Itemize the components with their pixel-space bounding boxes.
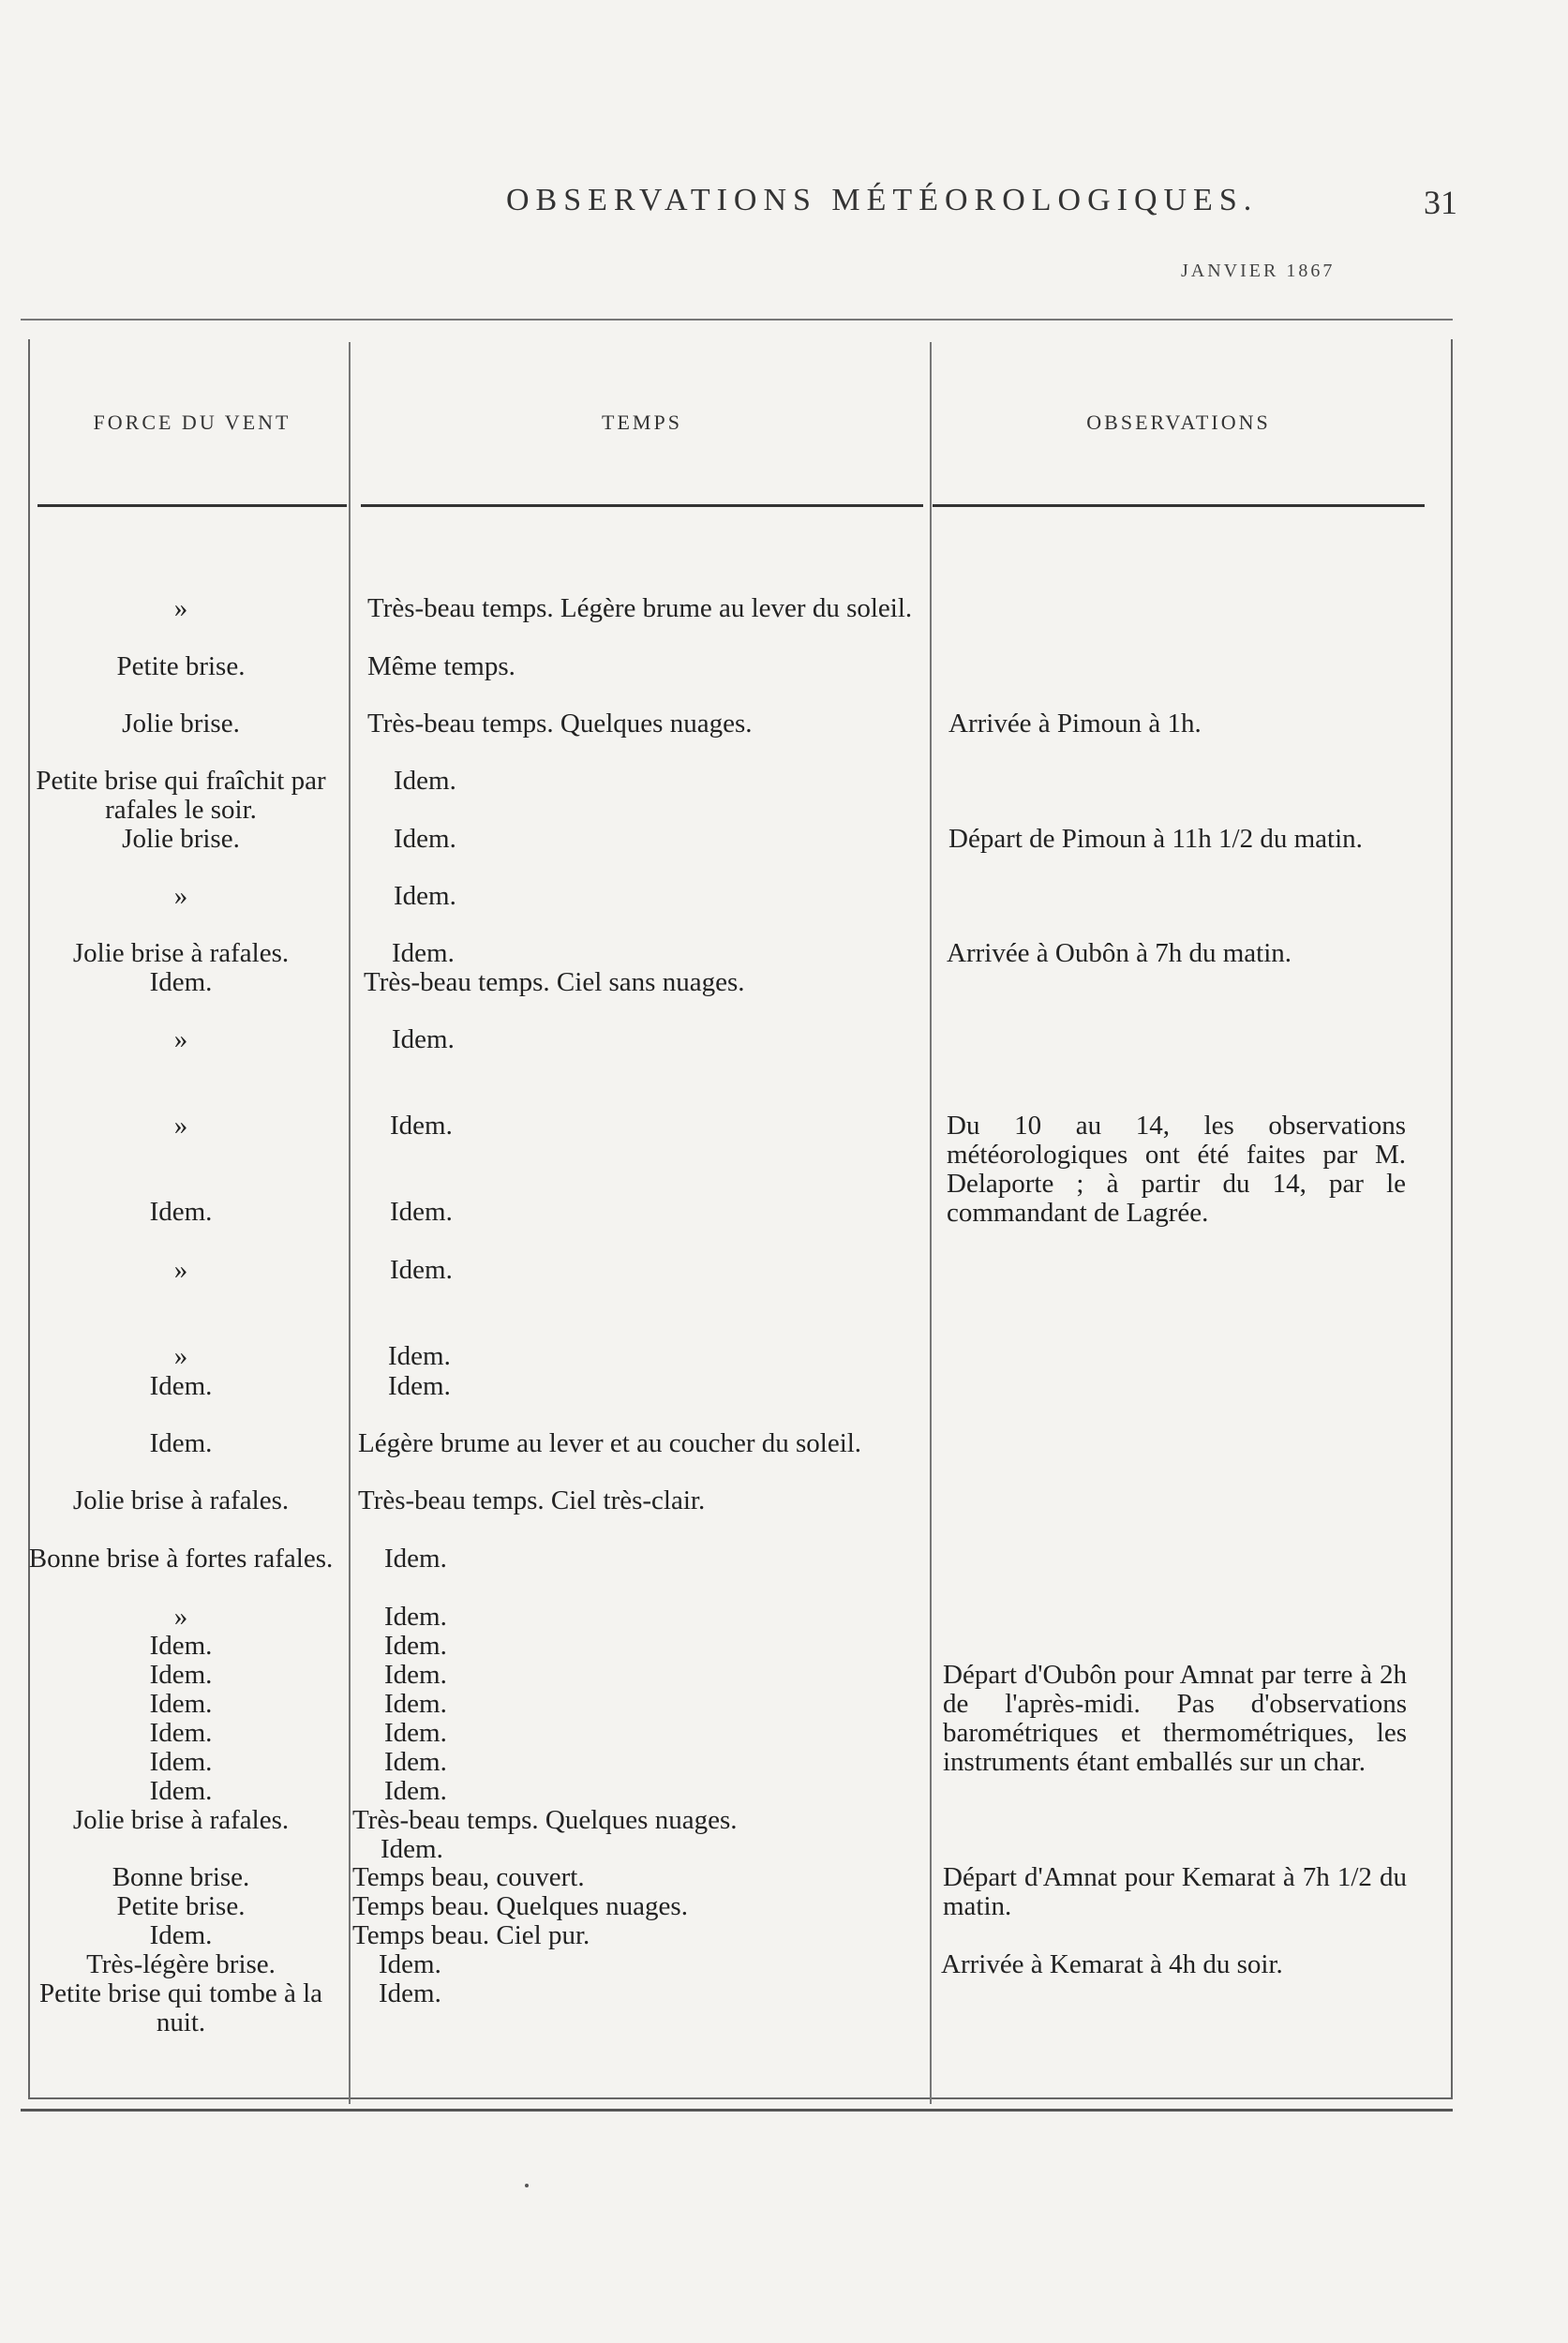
header-rule: [37, 504, 347, 507]
temps-cell: Idem.: [384, 1660, 447, 1690]
force-cell: Petite brise qui tombe à la nuit.: [38, 1978, 322, 2037]
temps-cell: Idem.: [384, 1689, 447, 1719]
temps-cell: Idem.: [379, 1949, 441, 1979]
temps-cell: Idem.: [384, 1776, 447, 1806]
force-cell: Jolie brise.: [122, 824, 240, 854]
observation-cell: Arrivée à Pimoun à 1h.: [948, 709, 1202, 739]
force-cell: Petite brise qui fraîchit par rafales le soir.: [36, 766, 326, 825]
force-cell: Idem.: [149, 1776, 213, 1806]
temps-cell: Temps beau. Quelques nuages.: [352, 1891, 688, 1921]
force-cell: Idem.: [149, 1920, 213, 1950]
observation-cell: Départ d'Amnat pour Kemarat à 7h 1/2 du matin.: [943, 1862, 1407, 1921]
column-header-force: FORCE DU VENT: [93, 410, 291, 434]
temps-cell: Très-beau temps. Ciel très-clair.: [358, 1485, 706, 1515]
temps-cell: Idem.: [379, 1978, 441, 2008]
temps-cell: Très-beau temps. Quelques nuages.: [367, 709, 753, 739]
force-cell: »: [173, 1341, 188, 1371]
temps-cell: Idem.: [394, 824, 456, 854]
temps-cell: Idem.: [390, 1111, 453, 1141]
temps-cell: Idem.: [388, 1341, 451, 1371]
temps-cell: Très-beau temps. Légère brume au lever du soleil.: [367, 593, 913, 623]
page-number: 31: [1424, 184, 1457, 221]
column-header-temps: TEMPS: [602, 410, 682, 434]
force-cell: Petite brise.: [116, 651, 246, 681]
force-cell: Très-légère brise.: [86, 1949, 276, 1979]
force-cell: »: [173, 881, 188, 911]
observation-cell: Départ d'Oubôn pour Amnat par terre à 2h de l'après-midi. Pas d'observations barométriques et thermométriques, les instruments étant emballés sur un char.: [943, 1660, 1407, 1777]
force-cell: Idem.: [149, 1660, 213, 1690]
force-cell: »: [173, 1602, 188, 1632]
force-cell: »: [173, 1255, 188, 1285]
observation-cell: Départ de Pimoun à 11h 1/2 du matin.: [948, 824, 1363, 854]
temps-cell: Idem.: [390, 1255, 453, 1285]
temps-cell: Idem.: [384, 1718, 447, 1748]
temps-cell: Temps beau, couvert.: [352, 1862, 585, 1892]
date-line: JANVIER 1867: [1181, 261, 1336, 281]
force-cell: Jolie brise à rafales.: [72, 1485, 290, 1515]
force-cell: Bonne brise.: [112, 1862, 250, 1892]
force-cell: Jolie brise.: [122, 709, 240, 739]
temps-cell: Très-beau temps. Ciel sans nuages.: [364, 967, 745, 997]
force-cell: »: [173, 593, 188, 623]
force-cell: Jolie brise à rafales.: [72, 1805, 290, 1835]
column-header-observations: OBSERVATIONS: [1086, 410, 1271, 434]
force-cell: Idem.: [149, 1428, 213, 1458]
temps-cell: Idem.: [384, 1544, 447, 1574]
observation-cell: Arrivée à Oubôn à 7h du matin.: [947, 938, 1292, 968]
temps-cell: Idem.: [384, 1602, 447, 1632]
temps-cell: Idem.: [394, 881, 456, 911]
running-title: OBSERVATIONS MÉTÉOROLOGIQUES.: [506, 183, 1259, 217]
header-rule: [361, 504, 923, 507]
force-cell: Idem.: [149, 1718, 213, 1748]
temps-cell: Très-beau temps. Quelques nuages.: [352, 1805, 738, 1835]
force-cell: »: [173, 1111, 188, 1141]
force-cell: Jolie brise à rafales.: [72, 938, 290, 968]
force-cell: Idem.: [149, 967, 213, 997]
temps-cell: Idem.: [390, 1197, 453, 1227]
temps-cell: Idem.: [384, 1747, 447, 1777]
temps-cell: Idem.: [381, 1834, 443, 1864]
temps-cell: Idem.: [394, 766, 456, 796]
observation-cell: Arrivée à Kemarat à 4h du soir.: [941, 1949, 1283, 1979]
force-cell: Idem.: [149, 1689, 213, 1719]
temps-cell: Légère brume au lever et au coucher du soleil.: [358, 1428, 862, 1458]
print-mark: [525, 2184, 529, 2187]
temps-cell: Idem.: [388, 1371, 451, 1401]
page-header: [0, 183, 1568, 239]
temps-cell: Idem.: [392, 1024, 455, 1054]
force-cell: Idem.: [149, 1197, 213, 1227]
temps-cell: Temps beau. Ciel pur.: [352, 1920, 590, 1950]
temps-cell: Idem.: [384, 1631, 447, 1661]
force-cell: »: [173, 1024, 188, 1054]
temps-cell: Même temps.: [367, 651, 515, 681]
force-cell: Idem.: [149, 1371, 213, 1401]
force-cell: Idem.: [149, 1747, 213, 1777]
column-divider: [349, 342, 351, 2104]
force-cell: Petite brise.: [116, 1891, 246, 1921]
force-cell: Bonne brise à fortes rafales.: [28, 1544, 334, 1574]
force-cell: Idem.: [149, 1631, 213, 1661]
header-rule: [933, 504, 1425, 507]
temps-cell: Idem.: [392, 938, 455, 968]
observation-cell: Du 10 au 14, les observations météorologiques ont été faites par M. Delaporte ; à partir du 14, par le commandant de Lagrée.: [947, 1111, 1406, 1228]
